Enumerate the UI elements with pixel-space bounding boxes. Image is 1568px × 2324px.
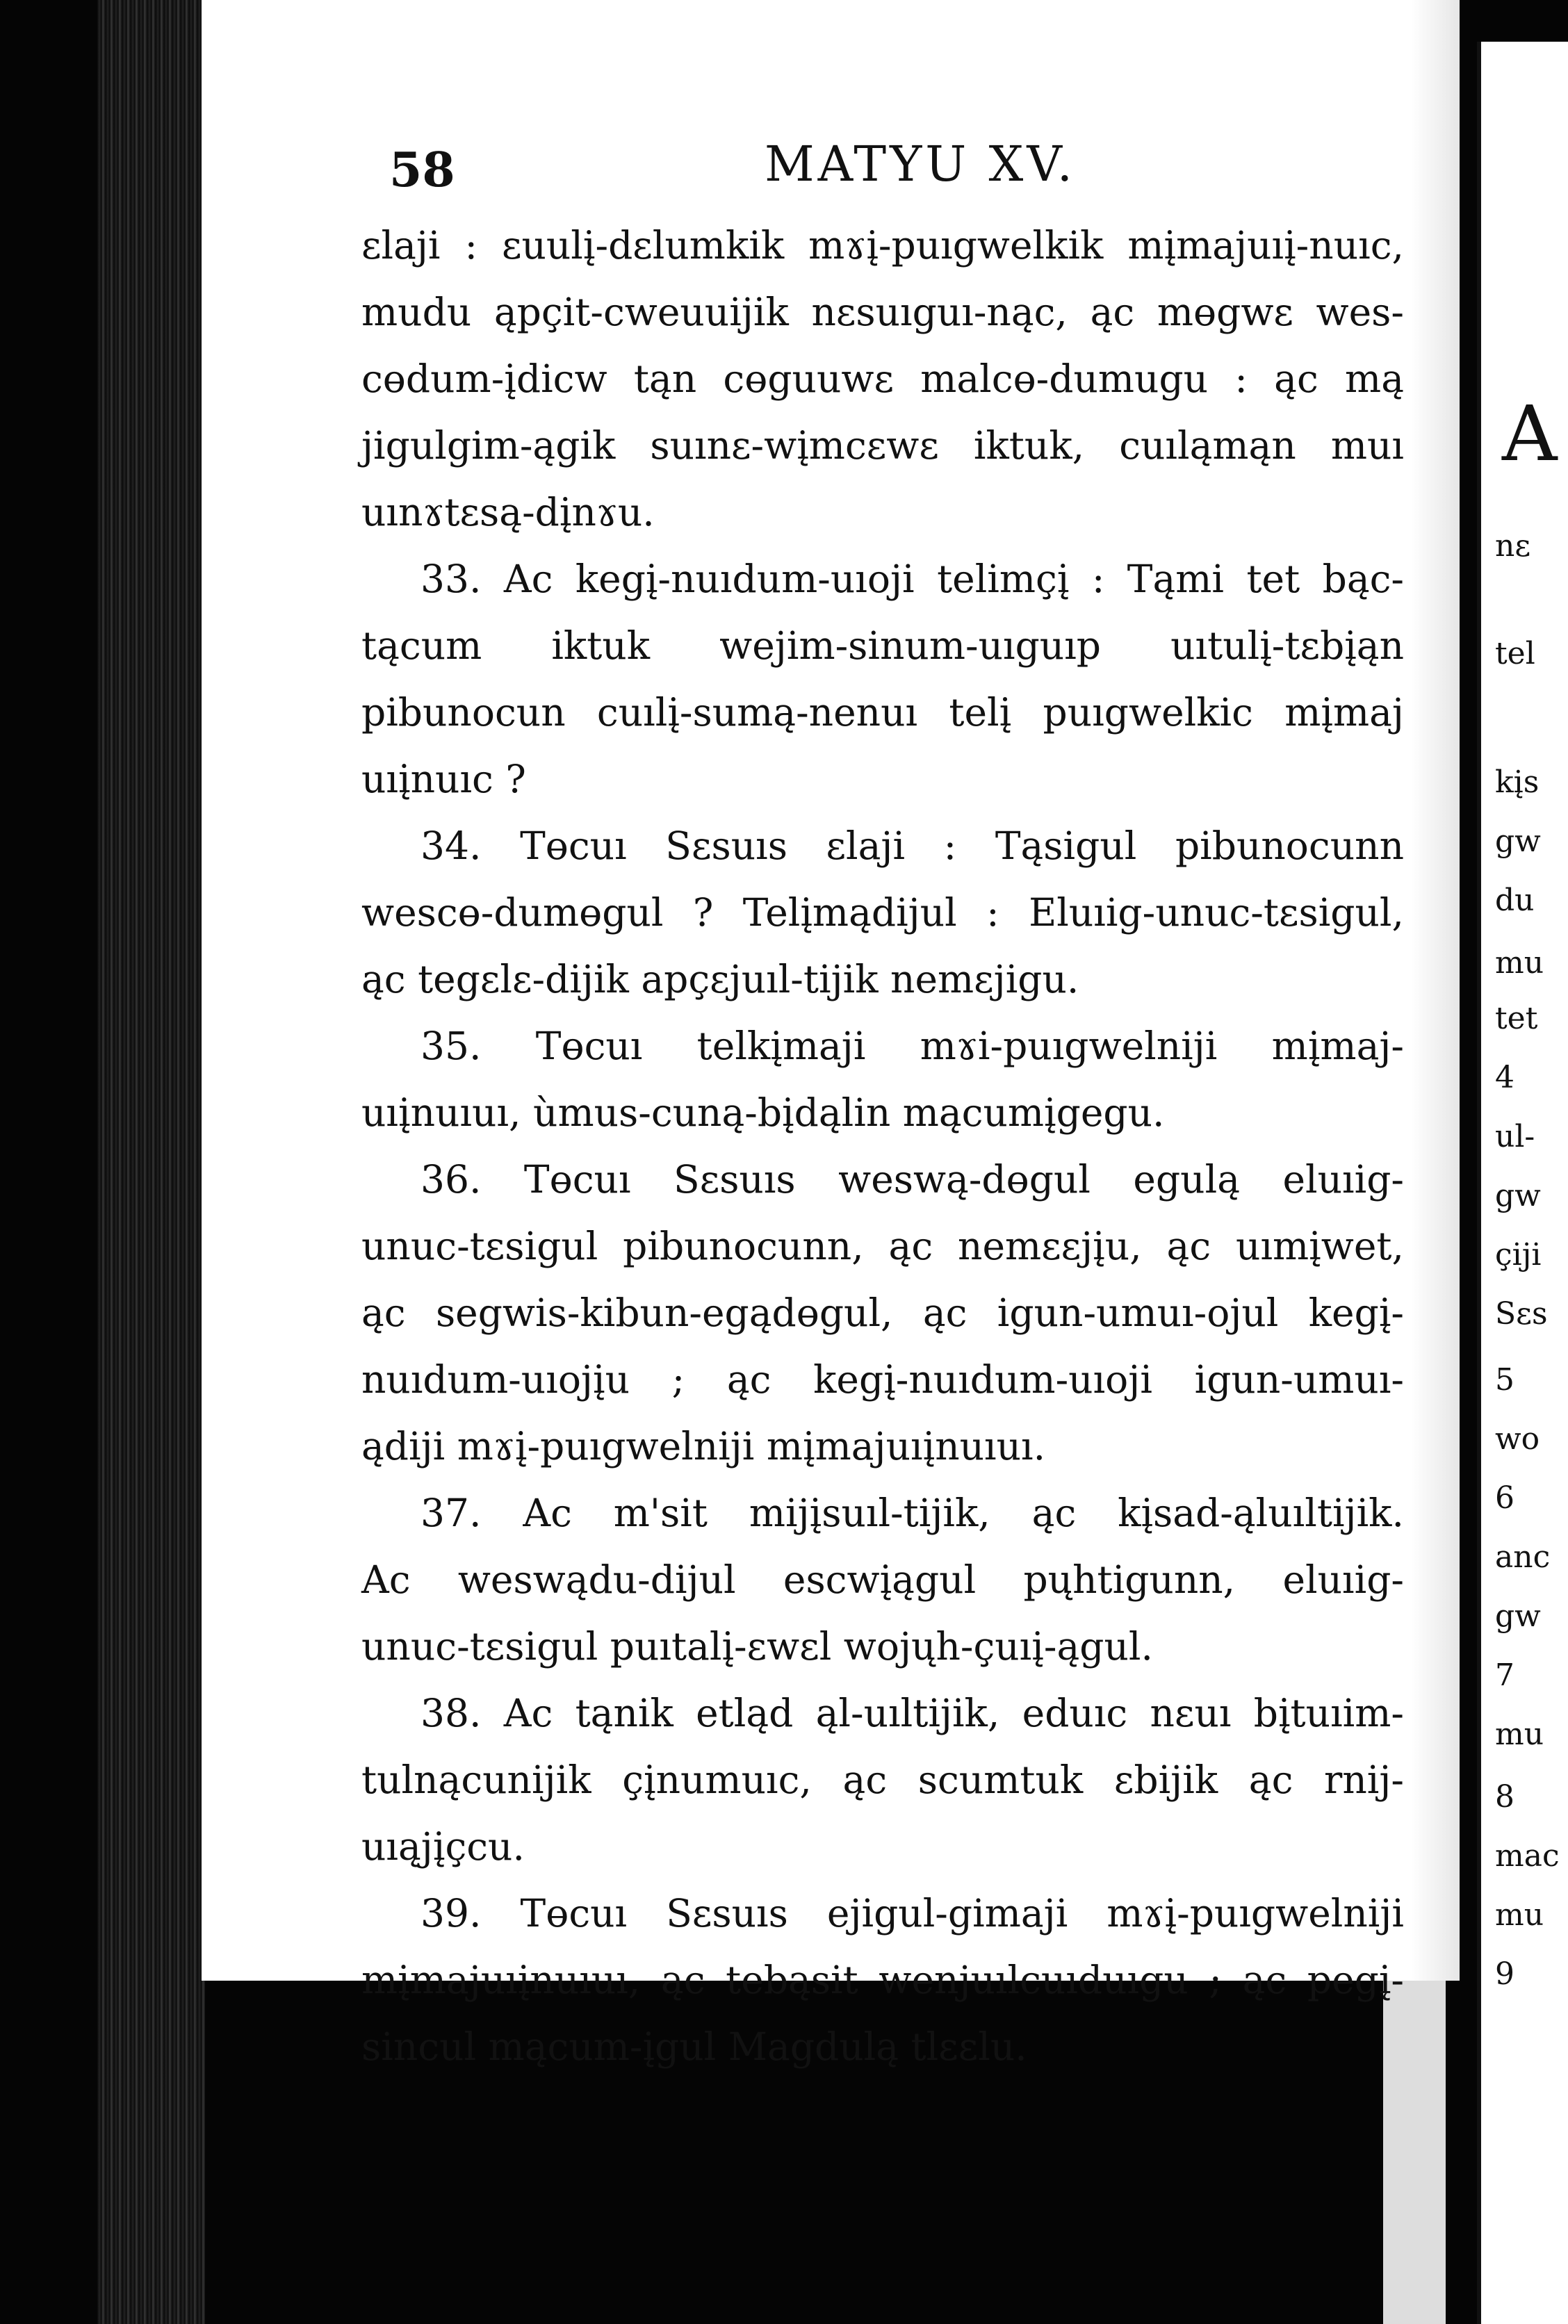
verse-39: 39. Tɵcuı Sɛsuıs ejigul-gimaji mɤį-puıgwelniji [420, 1891, 1404, 1936]
next-page-fragment: çiji [1495, 1237, 1542, 1273]
text-line: unuc-tɛsigul pibunocunn, ąc nemɛɛjįu, ąc uımįwet, [361, 1224, 1404, 1268]
running-head [389, 136, 1432, 205]
text-line: mudu ąpçit-cweuuijik nɛsuıguı-nąc, ąc mɵgwɛ wes- [361, 290, 1404, 334]
text-line: uıįnuıc ? [361, 757, 526, 801]
next-page-fragment: 5 [1495, 1362, 1514, 1398]
next-page-fragment: du [1495, 883, 1535, 918]
page-number: 58 [389, 142, 455, 198]
next-page-fragment: nɛ [1495, 528, 1531, 564]
text-line: Ac weswądu-dijul escwįągul pųhtigunn, eluıig- [361, 1557, 1404, 1602]
text-line: ąc segwis-kibun-egądɵgul, ąc igun-umuı-ojul kegį- [361, 1291, 1404, 1335]
next-page-fragment: A [1502, 389, 1558, 478]
next-page-fragment: ul- [1495, 1119, 1535, 1154]
next-page-fragment: 9 [1495, 1956, 1514, 1992]
verse-37: 37. Ac m'sit mijįsuıl-tijik, ąc kįsad-ąluıltijik. [420, 1491, 1404, 1535]
verse-34: 34. Tɵcuı Sɛsuıs ɛlaji : Tąsigul pibunocunn [420, 824, 1404, 868]
next-page-fragment: mac [1495, 1838, 1560, 1874]
running-title: MATYU XV. [765, 136, 1076, 193]
text-line: uınɤtɛsą-dįnɤu. [361, 490, 655, 534]
body-text [361, 212, 1404, 2080]
text-line: ąc tegɛlɛ-dijik apçɛjuıl-tijik nemɛjigu. [361, 957, 1079, 1001]
text-line: ądiji mɤį-puıgwelniji mįmajuıįnuıuı. [361, 1424, 1046, 1468]
next-page-fragment: kįs [1495, 764, 1540, 800]
text-line: ɛlaji : ɛuulį-dɛlumkik mɤį-puıgwelkik mįmajuıį-nuıc, [361, 223, 1404, 268]
next-page-fragment: 7 [1495, 1658, 1514, 1693]
verse-38: 38. Ac tąnik etląd ąl-uıltijik, eduıc nɛuı bįtuıim- [420, 1691, 1404, 1735]
next-page-fragment: gw [1495, 1598, 1541, 1634]
next-page-fragment: mu [1495, 1717, 1544, 1752]
next-page-fragment: tet [1495, 1001, 1538, 1036]
next-page-fragment: Sɛs [1495, 1296, 1548, 1332]
text-line: jigulgim-ągik suınɛ-wįmcɛwɛ iktuk, cuıląmąn muı [361, 423, 1404, 468]
text-line: tącum iktuk wejim-sinum-uıguıp uıtulį-tɛbįąn [361, 623, 1404, 668]
text-line: uıąjįçcu. [361, 1824, 525, 1869]
text-line: unuc-tɛsigul puıtalį-ɛwɛl wojųh-çuıį-ągul. [361, 1624, 1153, 1669]
verse-33: 33. Ac kegį-nuıdum-uıoji telimçį : Tąmi tet bąc- [420, 557, 1404, 601]
text-line: sincul mącum-įgul Magdulą tlɛɛlu. [361, 2024, 1027, 2069]
verse-35: 35. Tɵcuı telkįmaji mɤi-puıgwelniji mįmaj- [420, 1024, 1404, 1068]
next-page-fragment: gw [1495, 1178, 1541, 1213]
next-page-fragment: wo [1495, 1421, 1540, 1457]
next-page-fragment: mu [1495, 1897, 1544, 1933]
text-line: cɵdum-įdicw tąn cɵguuwɛ malcɵ-dumugu : ąc mą [361, 357, 1404, 401]
text-line: wescɵ-dumɵgul ? Telįmądijul : Eluıig-unuc-tɛsigul, [361, 890, 1404, 935]
next-page-fragment: 8 [1495, 1779, 1514, 1815]
text-line: tulnącunijik çįnumuıc, ąc scumtuk ɛbijik ąc rnij- [361, 1758, 1404, 1802]
next-page-fragment: gw [1495, 824, 1541, 859]
next-page-fragment: 4 [1495, 1060, 1514, 1095]
text-line: pibunocun cuılį-sumą-nenuı telį puıgwelkic mįmaj [361, 690, 1404, 735]
next-page-fragment: mu [1495, 945, 1544, 981]
next-page-fragment: tel [1495, 636, 1535, 671]
verse-36: 36. Tɵcuı Sɛsuıs weswą-dɵgul egulą eluıig- [420, 1157, 1404, 1202]
text-line: uıįnuıuı, ùmus-cuną-bįdąlin mącumįgegu. [361, 1090, 1165, 1135]
next-page-fragment: 6 [1495, 1480, 1514, 1516]
text-line: mįmajuıįnuıuı, ąc tebąsit wenjuılcuıduıgu ; ąc pegį- [361, 1958, 1404, 2002]
book-gutter [97, 0, 205, 2324]
next-page-fragment: anc [1495, 1539, 1551, 1575]
page-right-partial [1477, 42, 1568, 2324]
text-line: nuıdum-uıojįu ; ąc kegį-nuıdum-uıoji igun-umuı- [361, 1357, 1404, 1402]
